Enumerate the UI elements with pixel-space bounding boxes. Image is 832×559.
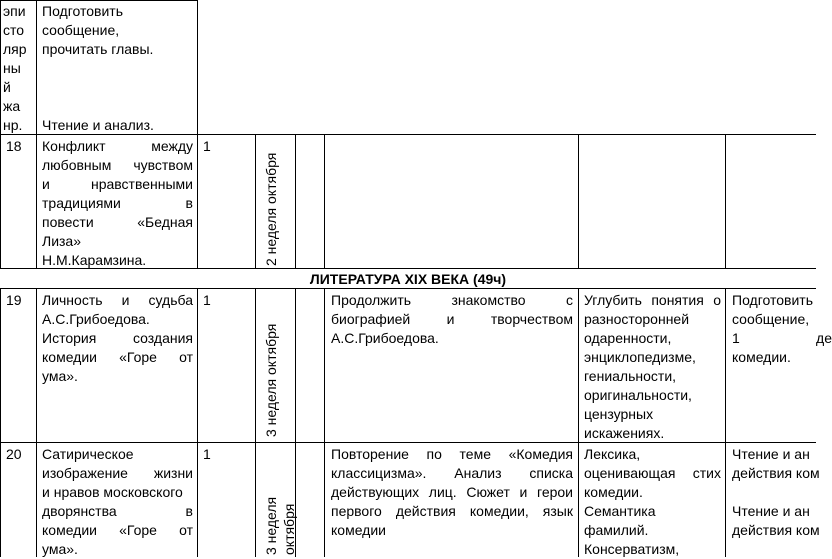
row18-num: 18 bbox=[6, 138, 22, 154]
genre-line: й bbox=[3, 79, 11, 95]
row-border-top bbox=[0, 0, 197, 1]
genre-line: ляр bbox=[3, 41, 27, 57]
row19-homework: Подготовить сообщение, 1 де комедии. bbox=[732, 292, 832, 365]
row19-content: Продолжить знакомство с биографией и творчеством А.С.Грибоедова. bbox=[331, 292, 573, 346]
col-border-2b bbox=[197, 288, 198, 557]
col-border-6b bbox=[578, 288, 579, 557]
col-border-2 bbox=[197, 0, 198, 268]
col-border-3 bbox=[255, 134, 256, 268]
row19-date: 3 неделя октября bbox=[263, 323, 279, 437]
col-border-7b bbox=[725, 288, 726, 557]
genre-line: жа bbox=[3, 98, 21, 114]
row19-topic: Личность и судьба А.С.Грибоедова. История создания комедии «Горе от ума». bbox=[42, 292, 193, 384]
col-border-4 bbox=[295, 134, 296, 268]
col-border-5 bbox=[324, 134, 325, 268]
task-line: Подготовить bbox=[42, 3, 123, 19]
col-border-1b bbox=[36, 288, 37, 557]
row20-date-line2: октября bbox=[281, 503, 297, 555]
col-border-5b bbox=[324, 288, 325, 557]
row20-topic: Сатирическое изображение жизни и нравов московского дворянства в комедии «Горе от ума». bbox=[42, 446, 193, 557]
row20-num: 20 bbox=[6, 446, 22, 462]
task-cell bbox=[42, 2, 194, 59]
col-border-0 bbox=[0, 0, 1, 268]
row18-hours: 1 bbox=[203, 138, 211, 154]
genre-line: нр. bbox=[3, 117, 23, 133]
col-border-7 bbox=[725, 134, 726, 268]
row19-num: 19 bbox=[6, 292, 22, 308]
genre-line: эпи bbox=[3, 3, 26, 19]
row18-topic: Конфликт между любовным чувством и нравственными традициями в повести «Бедная Лиза» Н.М.Карамзина. bbox=[42, 138, 193, 268]
row20-date-line1: 3 неделя bbox=[263, 496, 279, 555]
genre-line: сто bbox=[3, 22, 25, 38]
row20-hours: 1 bbox=[203, 446, 211, 462]
row18-date: 2 неделя октября bbox=[263, 152, 279, 266]
row20-homework: Чтение и ан действия ком Чтение и ан действия ком bbox=[732, 446, 820, 538]
col-border-0b bbox=[0, 288, 1, 557]
genre-cell bbox=[3, 2, 35, 135]
row20-concepts: Лексика, оценивающая стих комедии. Семантика фамилий. Консерватизм, bbox=[584, 446, 721, 557]
col-border-1 bbox=[36, 0, 37, 268]
task-line: прочитать главы. bbox=[42, 41, 154, 57]
col-border-3b bbox=[255, 288, 256, 557]
genre-line: ны bbox=[3, 60, 21, 76]
col-border-6 bbox=[578, 134, 579, 268]
task-bottom: Чтение и анализ. bbox=[42, 117, 154, 133]
task-line: сообщение, bbox=[42, 22, 120, 38]
row19-concepts: Углубить понятия о разносторонней одаренности, энциклопедизме, гениальности, оригинальности, цензурных искажениях. bbox=[584, 292, 721, 441]
row20-content: Повторение по теме «Комедия классицизма». Анализ списка действующих лиц. Сюжет и герои первого действия комедии, язык комедии bbox=[331, 446, 573, 538]
section-title: ЛИТЕРАТУРА XIX ВЕКА (49ч) bbox=[309, 271, 507, 287]
row19-hours: 1 bbox=[203, 292, 211, 308]
